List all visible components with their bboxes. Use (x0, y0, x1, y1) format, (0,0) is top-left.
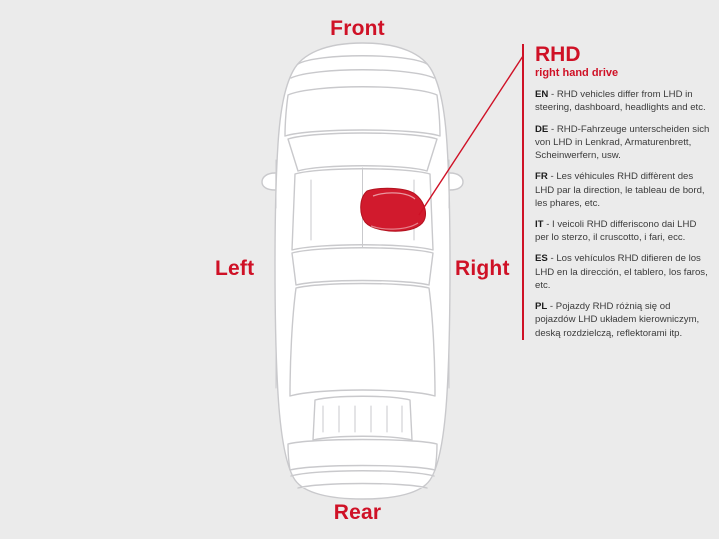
description-lang-it: IT (535, 219, 544, 231)
description-text-pl: - Pojazdy RHD różnią się od pojazdów LHD układem kierowniczym, deską rozdzielczą, reflektorami itp. (535, 301, 700, 339)
description-lang-es: ES (535, 253, 548, 265)
direction-label-front: Front (330, 17, 385, 40)
description-text-fr: - Les véhicules RHD diffèrent des LHD par la direction, le tableau de bord, les phares, etc. (535, 171, 705, 209)
description-fr (535, 170, 710, 210)
panel-title: RHD (535, 43, 581, 66)
direction-label-left: Left (215, 257, 255, 280)
rhd-driver-area-highlight (361, 188, 426, 231)
panel-subtitle: right hand drive (535, 67, 619, 80)
description-text-de: - RHD-Fahrzeuge unterscheiden sich von LHD in Lenkrad, Armaturenbrett, Scheinwerfern, usw. (535, 123, 710, 162)
description-lang-de: DE (535, 123, 549, 135)
description-lang-fr: FR (535, 171, 548, 183)
description-pl (535, 300, 710, 340)
car-top-view-illustration (255, 40, 470, 502)
direction-label-rear: Rear (333, 501, 382, 524)
description-it (535, 218, 710, 244)
rhd-info-panel (522, 44, 710, 340)
direction-label-right: Right (455, 257, 510, 280)
description-text-es: - Los vehículos RHD difieren de los LHD en la dirección, el tablero, los faros, etc. (535, 253, 708, 291)
description-lang-pl: PL (535, 301, 548, 313)
description-de (535, 123, 710, 163)
description-es (535, 252, 710, 292)
description-text-it: - I veicoli RHD differiscono dai LHD per lo sterzo, il cruscotto, i fari, ecc. (535, 219, 697, 244)
description-text-en: - RHD vehicles differ from LHD in steering, dashboard, headlights and etc. (535, 89, 706, 114)
description-en (535, 88, 710, 114)
description-lang-en: EN (535, 89, 549, 101)
